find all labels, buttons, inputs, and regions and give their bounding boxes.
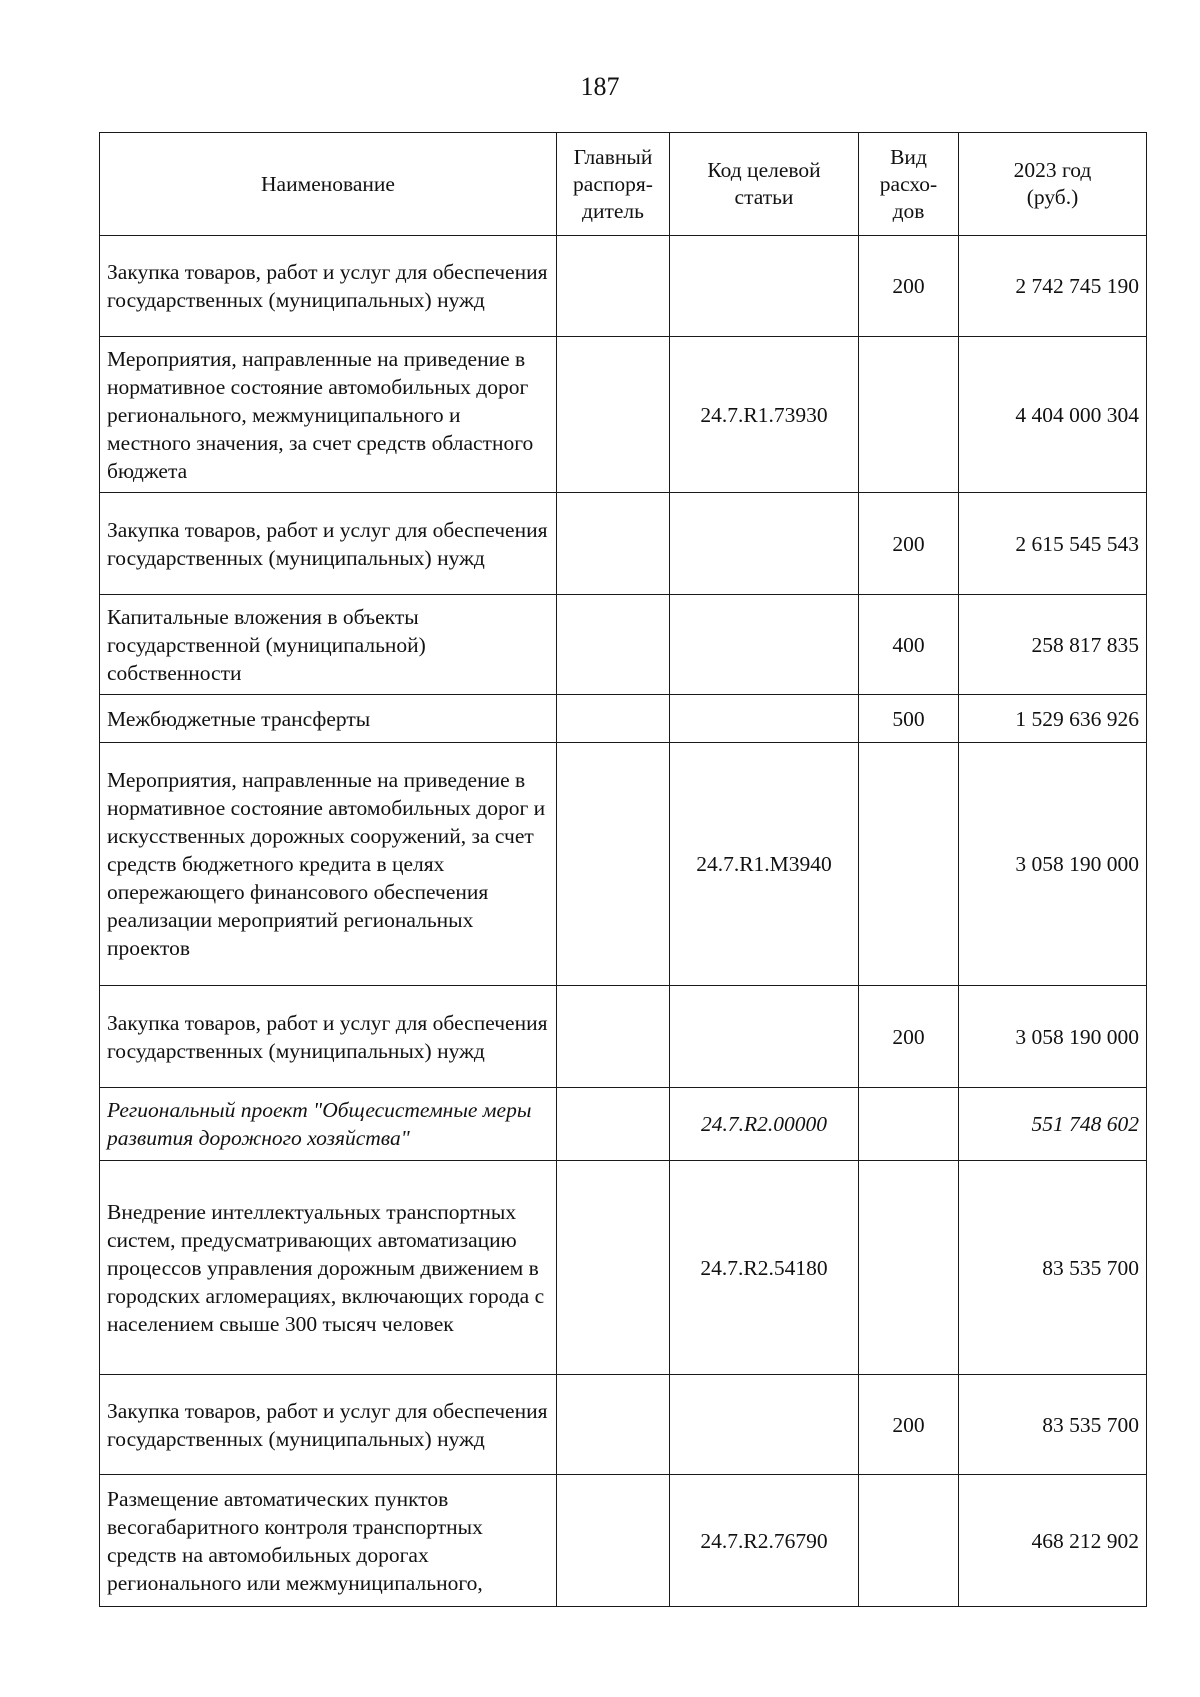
- cell-main-manager: [557, 695, 670, 743]
- cell-target-code: [670, 236, 859, 337]
- table-header-row: [100, 133, 1147, 236]
- cell-main-manager: [557, 1161, 670, 1375]
- cell-amount-2023: 1 529 636 926: [959, 695, 1147, 743]
- cell-expense-type: 200: [859, 986, 959, 1088]
- col-header-expense-type: Вид расхо- дов: [859, 133, 959, 236]
- cell-target-code: 24.7.R2.76790: [670, 1475, 859, 1607]
- cell-amount-2023: 258 817 835: [959, 595, 1147, 695]
- table-row: [100, 695, 1147, 743]
- cell-main-manager: [557, 337, 670, 493]
- cell-main-manager: [557, 1475, 670, 1607]
- col-header-name: Наименование: [100, 133, 557, 236]
- cell-target-code: 24.7.R2.00000: [670, 1088, 859, 1161]
- cell-expense-type: [859, 743, 959, 986]
- cell-name: Закупка товаров, работ и услуг для обеспечения государственных (муниципальных) нужд: [100, 236, 557, 337]
- table-row: [100, 595, 1147, 695]
- cell-amount-2023: 551 748 602: [959, 1088, 1147, 1161]
- table-row: [100, 1088, 1147, 1161]
- cell-name: Закупка товаров, работ и услуг для обеспечения государственных (муниципальных) нужд: [100, 986, 557, 1088]
- table-row: [100, 493, 1147, 595]
- cell-expense-type: 200: [859, 1375, 959, 1475]
- cell-expense-type: 200: [859, 236, 959, 337]
- col-header-target-code: Код целевой статьи: [670, 133, 859, 236]
- cell-main-manager: [557, 743, 670, 986]
- cell-expense-type: 200: [859, 493, 959, 595]
- table-row: [100, 236, 1147, 337]
- cell-expense-type: [859, 337, 959, 493]
- cell-target-code: [670, 986, 859, 1088]
- cell-expense-type: [859, 1475, 959, 1607]
- table-row: [100, 1161, 1147, 1375]
- col-header-year-2023: 2023 год (руб.): [959, 133, 1147, 236]
- cell-main-manager: [557, 1088, 670, 1161]
- cell-expense-type: 400: [859, 595, 959, 695]
- cell-target-code: [670, 1375, 859, 1475]
- table-row: [100, 743, 1147, 986]
- cell-target-code: 24.7.R1.M3940: [670, 743, 859, 986]
- cell-name: Капитальные вложения в объекты государственной (муниципальной) собственности: [100, 595, 557, 695]
- cell-main-manager: [557, 595, 670, 695]
- cell-target-code: 24.7.R2.54180: [670, 1161, 859, 1375]
- cell-main-manager: [557, 236, 670, 337]
- cell-amount-2023: 2 742 745 190: [959, 236, 1147, 337]
- cell-target-code: [670, 595, 859, 695]
- cell-name: Размещение автоматических пунктов весогабаритного контроля транспортных средств на автомобильных дорогах регионального или межмуниципального,: [100, 1475, 557, 1607]
- col-header-main-manager: Главный распоря- дитель: [557, 133, 670, 236]
- cell-name: Региональный проект "Общесистемные меры развития дорожного хозяйства": [100, 1088, 557, 1161]
- table-row: [100, 986, 1147, 1088]
- cell-target-code: [670, 695, 859, 743]
- cell-name: Закупка товаров, работ и услуг для обеспечения государственных (муниципальных) нужд: [100, 493, 557, 595]
- page-number: 187: [580, 72, 620, 101]
- cell-expense-type: [859, 1088, 959, 1161]
- cell-target-code: [670, 493, 859, 595]
- cell-name: Мероприятия, направленные на приведение в нормативное состояние автомобильных дорог и искусственных дорожных сооружений, за счет средств бюджетного кредита в целях опережающего финансового обеспечения реализации мероприятий региональных проектов: [100, 743, 557, 986]
- cell-name: Мероприятия, направленные на приведение в нормативное состояние автомобильных дорог регионального, межмуниципального и местного значения, за счет средств областного бюджета: [100, 337, 557, 493]
- cell-name: Межбюджетные трансферты: [100, 695, 557, 743]
- table-row: [100, 1475, 1147, 1607]
- cell-amount-2023: 4 404 000 304: [959, 337, 1147, 493]
- cell-amount-2023: 3 058 190 000: [959, 743, 1147, 986]
- cell-main-manager: [557, 1375, 670, 1475]
- table-row: [100, 337, 1147, 493]
- cell-main-manager: [557, 986, 670, 1088]
- cell-target-code: 24.7.R1.73930: [670, 337, 859, 493]
- cell-amount-2023: 2 615 545 543: [959, 493, 1147, 595]
- budget-table: [99, 132, 1147, 1607]
- cell-name: Закупка товаров, работ и услуг для обеспечения государственных (муниципальных) нужд: [100, 1375, 557, 1475]
- cell-expense-type: [859, 1161, 959, 1375]
- cell-main-manager: [557, 493, 670, 595]
- table-row: [100, 1375, 1147, 1475]
- cell-amount-2023: 3 058 190 000: [959, 986, 1147, 1088]
- cell-name: Внедрение интеллектуальных транспортных систем, предусматривающих автоматизацию процессов управления дорожным движением в городских агломерациях, включающих города с населением свыше 300 тысяч человек: [100, 1161, 557, 1375]
- cell-expense-type: 500: [859, 695, 959, 743]
- cell-amount-2023: 83 535 700: [959, 1375, 1147, 1475]
- cell-amount-2023: 83 535 700: [959, 1161, 1147, 1375]
- cell-amount-2023: 468 212 902: [959, 1475, 1147, 1607]
